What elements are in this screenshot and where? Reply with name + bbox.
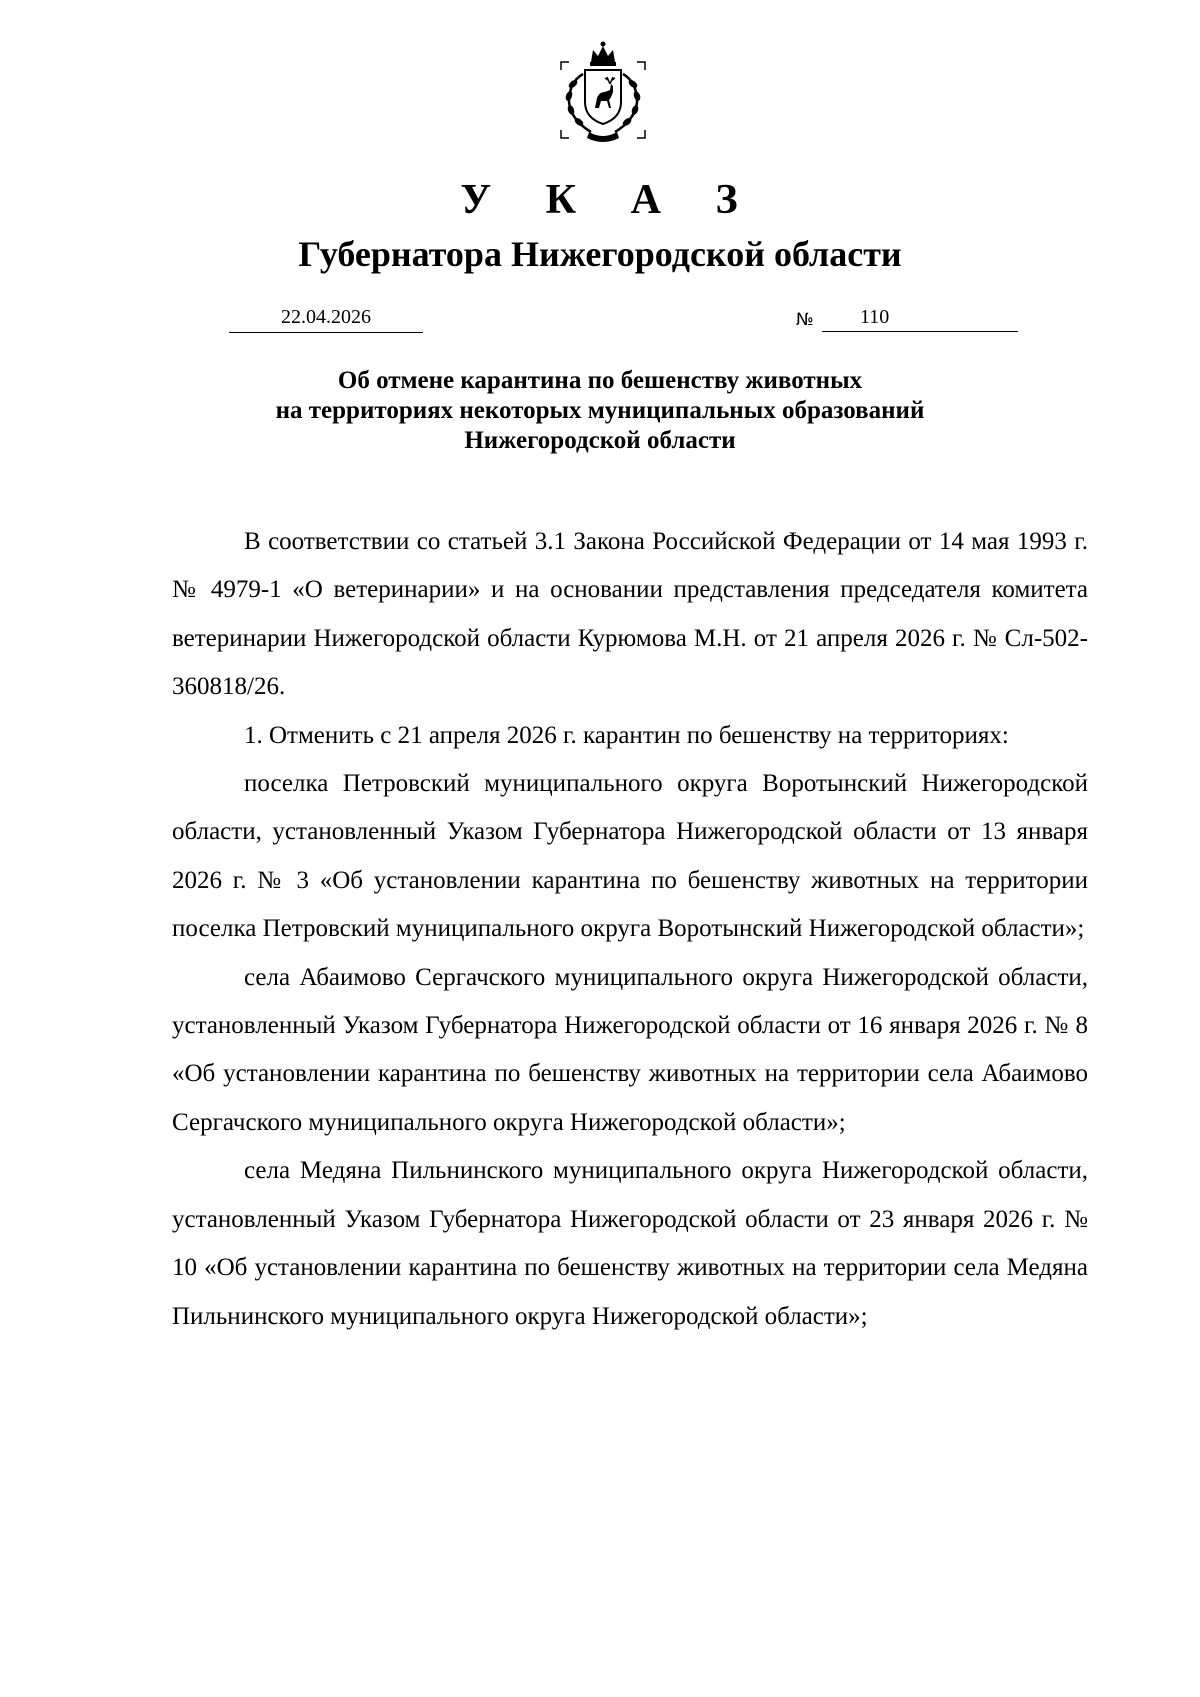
decree-subtitle: Губернатора Нижегородской области xyxy=(298,234,902,274)
heading-line: Об отмене карантина по бешенству животных xyxy=(337,367,863,394)
document-body xyxy=(172,518,1088,1341)
body-paragraph-petrovsky: поселка Петровский муниципального округа Воротынский Нижегородской области, установленный Указом Губернатора Нижегородской области от 13 января 2026 г. № 3 «Об установлении карантина по бешенству животных на территории поселка Петровский муниципального округа Воротынский Нижегородской области»; xyxy=(172,770,1088,943)
body-paragraph-preamble: В соответствии со статьей 3.1 Закона Российской Федерации от 14 мая 1993 г. № 4979-1 «О ветеринарии» и на основании представления председателя комитета ветеринарии Нижегородской области Курюмова М.Н. от 21 апреля 2026 г. № Сл-502-360818/26. xyxy=(172,528,1088,701)
heading-line: на территориях некоторых муниципальных образований xyxy=(275,397,925,424)
decree-number: 110 xyxy=(822,302,1018,332)
number-sign: № xyxy=(796,310,814,330)
body-paragraph-item-1: 1. Отменить с 21 апреля 2026 г. карантин по бешенству на территориях: xyxy=(244,721,1009,749)
coat-of-arms-icon xyxy=(555,40,651,146)
body-paragraph-abaimovo: села Абаимово Сергачского муниципального округа Нижегородской области, установленный Указом Губернатора Нижегородской области от 16 января 2026 г. № 8 «Об установлении карантина по бешенству животных на территории села Абаимово Сергачского муниципального округа Нижегородской области»; xyxy=(172,963,1088,1136)
body-paragraph-medyana: села Медяна Пильнинского муниципального округа Нижегородской области, установленный Указом Губернатора Нижегородской области от 23 января 2026 г. № 10 «Об установлении карантина по бешенству животных на территории села Медяна Пильнинского муниципального округа Нижегородской области»; xyxy=(172,1157,1088,1330)
decree-date: 22.04.2026 xyxy=(229,302,423,333)
document-heading xyxy=(0,366,1200,456)
heading-line: Нижегородской области xyxy=(464,427,736,454)
decree-title: У К А З xyxy=(460,177,760,223)
